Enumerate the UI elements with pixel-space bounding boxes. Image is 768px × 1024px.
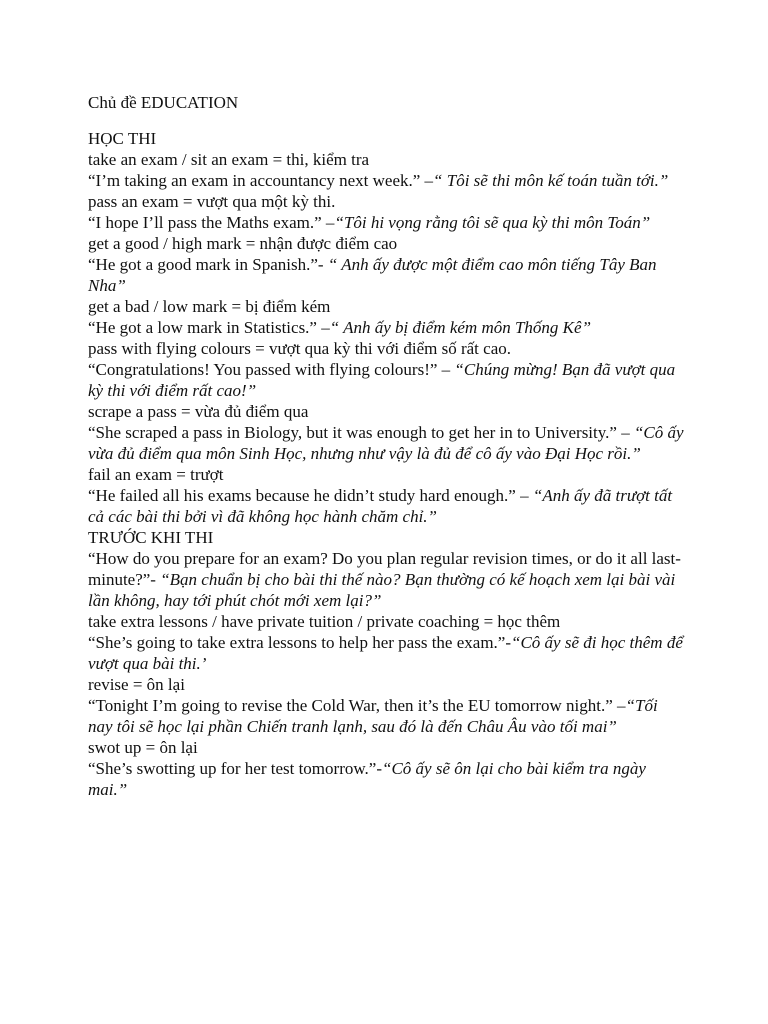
term-line: pass an exam = vượt qua một kỳ thi. [88,192,336,211]
term-line: take extra lessons / have private tuition / private coaching = học thêm [88,612,561,631]
example-vietnamese: “Chúng mừng! Bạn đã vượt qua kỳ thi với điểm rất cao!” [88,360,676,400]
example-english: “Tonight I’m going to revise the Cold War, then it’s the EU tomorrow night.” – [88,696,626,715]
example-vietnamese: “ Anh ấy bị điểm kém môn Thống Kê” [329,318,592,337]
example-english: “I’m taking an exam in accountancy next week.” – [88,171,434,190]
example-vietnamese: “Anh ấy đã trượt tất cả các bài thi bởi vì đã không học hành chăm chỉ.” [88,486,673,526]
spacer [88,120,684,128]
section-hoc-thi [88,128,684,527]
example-line [88,359,684,401]
example-vietnamese: “Bạn chuẩn bị cho bài thi thế nào? Bạn thường có kế hoạch xem lại bài vài lần không, hay tới phút chót mới xem lại?” [88,570,676,610]
term-line: get a bad / low mark = bị điểm kém [88,297,331,316]
example-english: “She’s swotting up for her test tomorrow.”- [88,759,382,778]
example-vietnamese: “Cô ấy sẽ ôn lại cho bài kiểm tra ngày mai.” [88,759,646,799]
example-line [88,632,684,674]
document-page [88,92,684,800]
example-line [88,422,684,464]
example-english: “Congratulations! You passed with flying colours!” – [88,360,455,379]
example-line [88,758,684,800]
example-line [88,170,684,191]
term-line: swot up = ôn lại [88,738,198,757]
term-line: revise = ôn lại [88,675,185,694]
example-vietnamese: “Cô ấy sẽ đi học thêm để vượt qua bài thi.’ [88,633,683,673]
example-line [88,695,684,737]
example-vietnamese: “ Anh ấy được một điểm cao môn tiếng Tây Ban Nha” [88,255,657,295]
example-line [88,212,684,233]
example-english: “He got a good mark in Spanish.”- [88,255,328,274]
example-vietnamese: “ Tôi sẽ thi môn kế toán tuần tới.” [433,171,669,190]
term-line: get a good / high mark = nhận được điểm cao [88,234,398,253]
section-heading: TRƯỚC KHI THI [88,528,214,547]
example-english: “He got a low mark in Statistics.” – [88,318,330,337]
example-line [88,485,684,527]
example-english: “How do you prepare for an exam? Do you plan regular revision times, or do it all last-minute?”- [88,549,681,589]
example-line [88,317,684,338]
document-title: Chủ đề EDUCATION [88,93,239,112]
section-heading: HỌC THI [88,129,157,148]
example-line [88,254,684,296]
example-english: “He failed all his exams because he didn’t study hard enough.” – [88,486,533,505]
example-vietnamese: “Cô ấy vừa đủ điểm qua môn Sinh Học, nhưng như vậy là đủ để cô ấy vào Đại Học rồi.” [88,423,684,463]
term-line: take an exam / sit an exam = thi, kiểm tra [88,150,370,169]
term-line: fail an exam = trượt [88,465,224,484]
term-line: pass with flying colours = vượt qua kỳ thi với điểm số rất cao. [88,339,511,358]
section-truoc-khi-thi [88,527,684,800]
example-english: “I hope I’ll pass the Maths exam.” – [88,213,335,232]
example-english: “She scraped a pass in Biology, but it was enough to get her in to University.” – [88,423,634,442]
example-vietnamese: “Tôi hi vọng rằng tôi sẽ qua kỳ thi môn Toán” [334,213,651,232]
example-english: “She’s going to take extra lessons to help her pass the exam.”- [88,633,511,652]
example-line [88,548,684,611]
term-line: scrape a pass = vừa đủ điểm qua [88,402,309,421]
example-vietnamese: “Tối nay tôi sẽ học lại phần Chiến tranh lạnh, sau đó là đến Châu Âu vào tối mai” [88,696,658,736]
